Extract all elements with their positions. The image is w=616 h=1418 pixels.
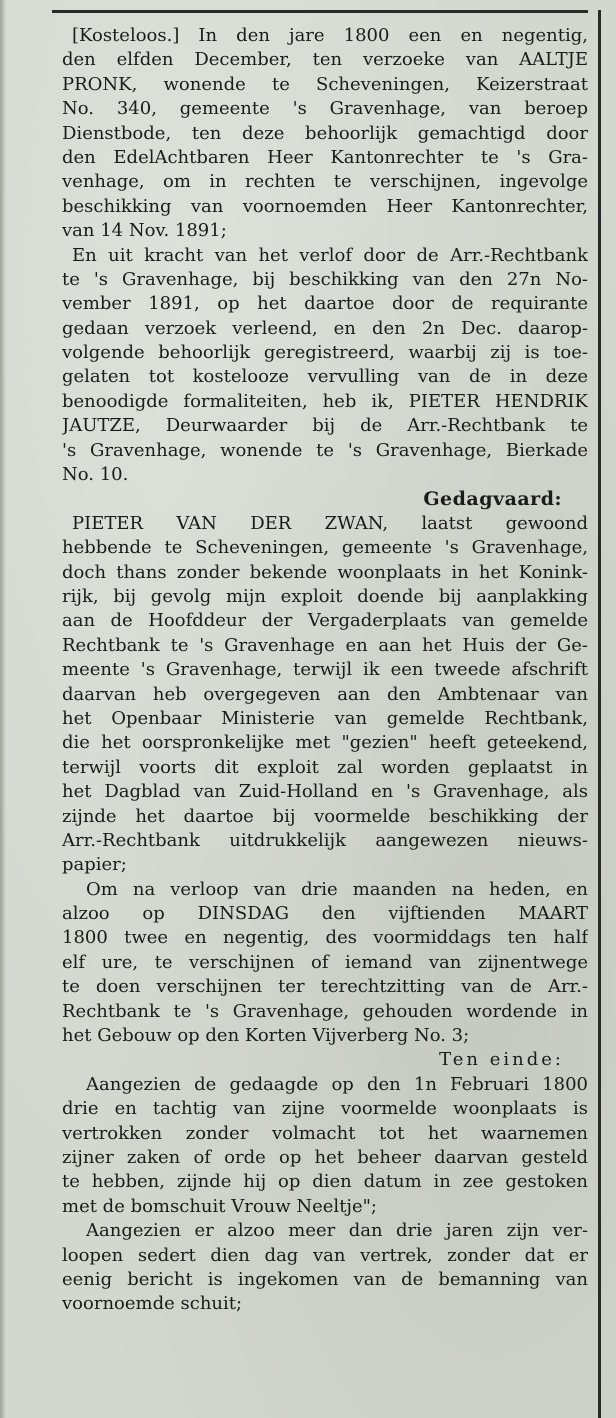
- article-line: vember 1891, op het daartoe door de requirante: [62, 293, 588, 315]
- article-line: van 14 Nov. 1891;: [62, 220, 227, 242]
- article-line: den elfden December, ten verzoeke van AALTJE: [62, 49, 588, 71]
- article-line: gedaan verzoek verleend, en den 2n Dec. daarop-: [62, 317, 588, 339]
- article-line: terwijl voorts dit exploit zal worden geplaatst in: [62, 756, 588, 778]
- article-line: JAUTZE, Deurwaarder bij de Arr.-Rechtbank te: [62, 415, 588, 437]
- article-line: papier;: [62, 854, 127, 876]
- article-line: Dienstbode, ten deze behoorlijk gemachtigd door: [62, 122, 588, 144]
- article-line: Arr.-Rechtbank uitdrukkelijk aangewezen nieuws-: [62, 829, 588, 851]
- article-line: daarvan heb overgegeven aan den Ambtenaar van: [62, 683, 588, 705]
- right-column-rule: [598, 10, 601, 1418]
- article-line: 's Gravenhage, wonende te 's Gravenhage, Bierkade: [62, 439, 588, 461]
- article-line: Om na verloop van drie maanden na heden, en: [86, 878, 588, 900]
- article-line: hebbende te Scheveningen, gemeente 's Gravenhage,: [62, 537, 588, 559]
- article-line: Rechtbank te 's Gravenhage, gehouden wordende in: [62, 1000, 588, 1022]
- article-line: te hebben, zijnde hij op dien datum in zee gestoken: [62, 1171, 588, 1193]
- article-line: meente 's Gravenhage, terwijl ik een tweede afschrift: [62, 659, 588, 681]
- article-line: het Gebouw op den Korten Vijverberg No. 3;: [62, 1025, 470, 1047]
- article-line: met de bomschuit Vrouw Neeltje";: [62, 1195, 377, 1217]
- article-line: No. 10.: [62, 464, 129, 486]
- article-line: Aangezien de gedaagde op den 1n Februari 1800: [86, 1073, 588, 1095]
- article-line: voornoemde schuit;: [62, 1293, 243, 1315]
- article-line: venhage, om in rechten te verschijnen, ingevolge: [62, 171, 588, 193]
- article-line: PRONK, wonende te Scheveningen, Keizerstraat: [62, 73, 588, 95]
- article-line: loopen sedert dien dag van vertrek, zonder dat er: [62, 1244, 588, 1266]
- page-edge-shadow: [0, 0, 6, 1418]
- section-heading-ten-einde: Ten einde:: [439, 1049, 564, 1071]
- legal-notice-article: [62, 24, 588, 1317]
- article-line: elf ure, te verschijnen of iemand van zijnentwege: [62, 951, 588, 973]
- article-line: PIETER VAN DER ZWAN, laatst gewoond: [72, 512, 588, 534]
- article-line: drie en tachtig van zijne voormelde woonplaats is: [62, 1098, 588, 1120]
- article-line: rijk, bij gevolg mijn exploit doende bij aanplakking: [62, 585, 588, 607]
- article-line: die het oorspronkelijke met "gezien" heeft geteekend,: [62, 732, 588, 754]
- article-line: volgende behoorlijk geregistreerd, waarbij zij is toe-: [62, 342, 588, 364]
- article-line: het Dagblad van Zuid-Holland en 's Gravenhage, als: [62, 781, 588, 803]
- article-line: [Kosteloos.] In den jare 1800 een en negentig,: [72, 25, 588, 46]
- article-line: gelaten tot kostelooze vervulling van de in deze: [62, 366, 588, 388]
- top-column-rule: [52, 10, 588, 13]
- section-heading-gedagvaard: Gedagvaard:: [423, 488, 562, 511]
- article-line: beschikking van voornoemden Heer Kantonrechter,: [62, 195, 588, 217]
- article-line: doch thans zonder bekende woonplaats in het Konink-: [62, 561, 588, 583]
- article-line: te doen verschijnen ter terechtzitting van de Arr.-: [62, 976, 588, 998]
- article-line: eenig bericht is ingekomen van de bemanning van: [62, 1268, 588, 1290]
- article-line: No. 340, gemeente 's Gravenhage, van beroep: [62, 98, 588, 120]
- article-line: En uit kracht van het verlof door de Arr.-Rechtbank: [72, 244, 588, 266]
- article-line: te 's Gravenhage, bij beschikking van den 27n No-: [62, 268, 588, 290]
- article-line: vertrokken zonder volmacht tot het waarnemen: [62, 1122, 588, 1144]
- article-line: zijner zaken of orde op het beheer daarvan gesteld: [62, 1146, 588, 1168]
- article-line: Rechtbank te 's Gravenhage en aan het Huis der Ge-: [62, 634, 588, 656]
- article-line: benoodigde formaliteiten, heb ik, PIETER HENDRIK: [62, 390, 588, 412]
- article-line: 1800 twee en negentig, des voormiddags ten half: [62, 927, 588, 949]
- article-line: den EdelAchtbaren Heer Kantonrechter te 's Gra-: [62, 146, 588, 168]
- article-line: aan de Hoofddeur der Vergaderplaats van gemelde: [62, 610, 588, 632]
- article-line: Aangezien er alzoo meer dan drie jaren zijn ver-: [86, 1220, 588, 1242]
- article-line: het Openbaar Ministerie van gemelde Rechtbank,: [62, 707, 588, 729]
- article-line: alzoo op DINSDAG den vijftienden MAART: [62, 903, 588, 925]
- article-line: zijnde het daartoe bij voormelde beschikking der: [62, 805, 588, 827]
